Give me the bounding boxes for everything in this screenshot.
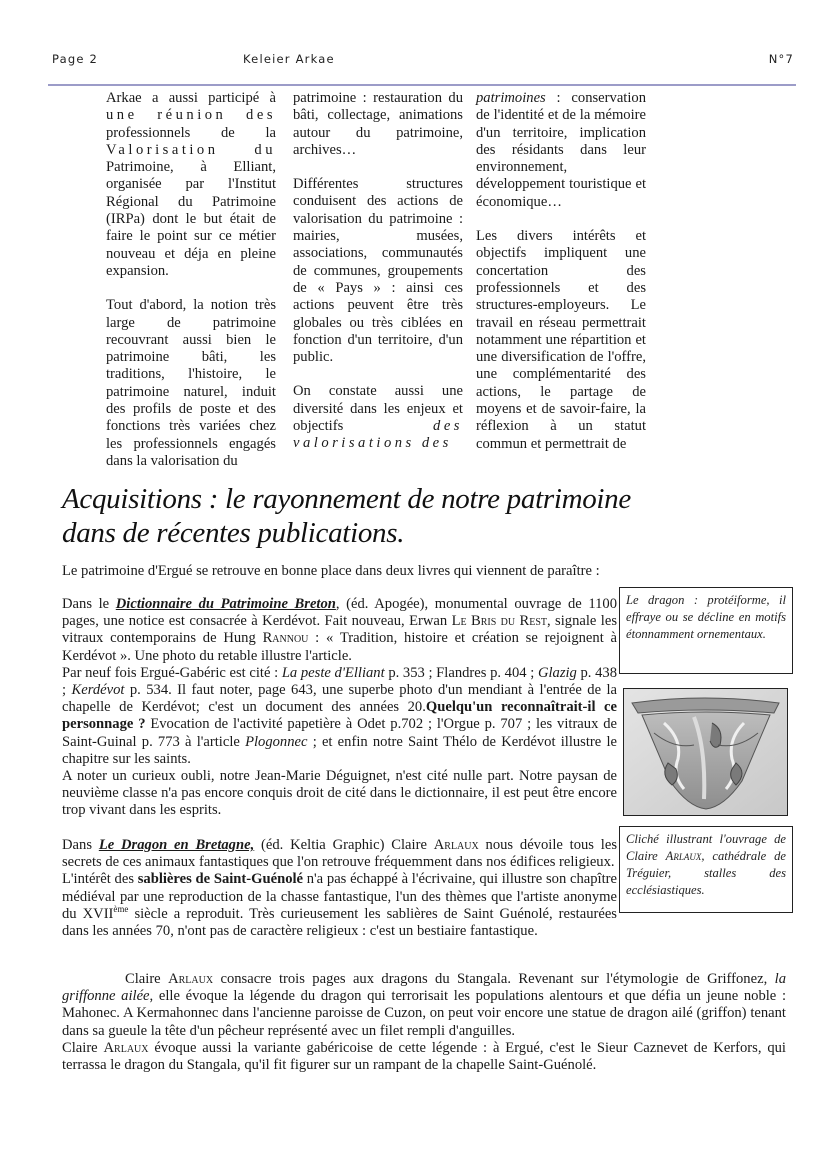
book1-paragraph-3: A noter un curieux oubli, notre Jean-Marie Déguignet, n'est cité nulle part. Notre paysan de neuvième classe n'a pas encore conquis droit de cité dans le dictionnaire, il est peut être encore trop vivant dans les esprits.: [62, 768, 617, 819]
text: Patrimoine, à Elliant, organisée par l'Institut Régional du Patrimoine (IRPa) dont le but était de faire le point sur ce métier nouveau et déja en pleine expansion.: [106, 159, 276, 279]
author-name: Arlaux: [665, 849, 702, 863]
text: consacre trois pages aux dragons du Stangala. Revenant sur l'étymologie de Griffonez,: [213, 971, 775, 987]
book1-paragraph-1: [62, 596, 617, 665]
text: Dans: [62, 837, 99, 853]
italic-text: patrimoines: [476, 90, 546, 106]
italic-text: Glazig: [537, 664, 577, 681]
text: , (éd. Apogée), monumental ouvrage de 1100 pages, une notice est consacrée à Kerdévot. Fait nouveau, Erwan: [62, 596, 617, 630]
text: Dans le: [62, 596, 116, 612]
col3-paragraph-2: Les divers intérêts et objectifs impliquent une concertation des professionnels et des structures-employeurs. Le travail en réseau permettrait notamment une répartition et une diversification de l'offre, une complémentarité des actions, le partage de moyens et de savoir-faire, la réflexion à un statut commun et permettrait de: [476, 228, 646, 452]
text: p. 353 ; Flandres p. 404 ;: [384, 664, 538, 681]
photo-caption-box: [619, 826, 793, 913]
text: professionnels de la: [106, 124, 276, 141]
bold-text: sablières de Saint-Guénolé: [137, 871, 304, 888]
author-name: Arlaux: [433, 837, 479, 853]
col2-paragraph-1: patrimoine : restauration du bâti, collectage, animations autour du patrimoine, archives…: [293, 90, 463, 158]
text: Par neuf fois Ergué-Gabéric est cité :: [62, 664, 282, 681]
bold-question: Quelqu'un reconnaîtrait-il ce personnage ?: [62, 699, 618, 733]
text: , elle évoque la légende du dragon qui terrorisait les populations alentours et que défia un jeune noble : Mahonec. A Kermahonnec dans l'ancienne paroisse de Cuzon, on peut voir encore une statue de dragon ailé (griffon) tenant dans sa gueule la tête d'un pêcheur représenté avec un filet rempli d'anguilles.: [62, 988, 786, 1039]
book2-continued: [62, 971, 786, 1074]
author-name: Le Bris du Rest: [451, 613, 548, 630]
pull-quote-box: Le dragon : protéiforme, il effraye ou se décline en motifs étonnamment ornementaux.: [619, 587, 793, 674]
book2-section: [62, 837, 617, 940]
col1-paragraph-2: Tout d'abord, la notion très large de patrimoine recouvrant aussi bien le patrimoine bâti, les traditions, l'histoire, le patrimoine naturel, induit des profils de poste et des fonctions très variées chez les professionnels engagés dans la valorisation du: [106, 297, 276, 469]
text: Arkae a aussi participé à: [106, 90, 276, 106]
book-title: Dictionnaire du Patrimoine Breton: [115, 596, 336, 612]
text: nous dévoile tous les secrets de ces animaux fantastiques que l'on retrouve fréquemment dans nos édifices religieux.: [62, 837, 618, 871]
column-3: [476, 90, 646, 470]
text: : conservation de l'identité et de la mémoire d'un territoire, implication des résidants dans leur environnement, développement touristique et économique…: [476, 90, 646, 210]
book2-paragraph-2: [62, 871, 617, 940]
col2-paragraph-2: Différentes structures conduisent des actions de valorisation du patrimoine : mairies, musées, associations, communautés de communes, groupements de « Pays » : ainsi ces actions peuvent être très globales ou très ciblées en fonction d'un territoire, d'un public.: [293, 176, 463, 366]
text: Valorisation du: [106, 141, 276, 158]
text: siècle a reproduit. Très curieusement les sablières de Saint Guénolé, restaurées dans les années 70, n'ont pas de caractère religieux : c'est un bestiaire fantastique.: [62, 905, 617, 940]
italic-text: Kerdévot: [71, 682, 125, 699]
text: : « Tradition, histoire et création se rejoignent à Kerdévot ». Une photo du retable illustre l'article.: [62, 630, 617, 664]
text: p. 438 ;: [62, 664, 618, 699]
book1-section: [62, 596, 617, 820]
article-headline: Acquisitions : le rayonnement de notre patrimoine dans de récentes publications.: [62, 483, 631, 549]
text: , signale les vitraux contemporains de Hung: [62, 613, 617, 647]
text: Claire: [125, 971, 169, 987]
book2-paragraph-1: [62, 837, 617, 871]
text: L'intérêt des: [62, 871, 138, 888]
header-rule: [48, 84, 796, 86]
author-name: Arlaux: [103, 1039, 149, 1056]
column-2: [293, 90, 463, 470]
col2-paragraph-3: [293, 383, 463, 452]
text: Claire: [62, 1039, 104, 1056]
italic-text: des valorisations des: [293, 418, 463, 452]
text: , cathédrale de Tréguier, stalles des ecclésiastiques.: [626, 849, 787, 897]
text: Evocation de l'activité papetière à Odet p.702 ; l'Orgue p. 707 ; les vitraux de Saint-Guinal p. 773 à l'article: [62, 716, 617, 750]
text: n'a pas échappé à l'écrivaine, qui illustre son chapître médiéval par une reproduction de la chasse fantastique, l'un des thèmes que l'artiste anonyme du XVII: [62, 871, 617, 922]
text: p. 534. Il faut noter, page 643, une superbe photo d'un mendiant à l'entrée de la chapelle de Kerdévot; c'est un document des années 20.: [62, 682, 617, 716]
artist-name: Rannou: [262, 630, 309, 647]
book2-paragraph-3: [62, 971, 786, 1040]
text: (éd. Keltia Graphic) Claire: [254, 837, 434, 853]
text: ; et enfin notre Saint Thélo de Kerdévot illustre le chapitre sur les saints.: [62, 733, 617, 767]
text: On constate aussi une diversité dans les enjeux et objectifs: [293, 383, 463, 435]
page-number: Page 2: [52, 52, 99, 66]
text: Cliché illustrant l'ouvrage de Claire: [626, 832, 786, 863]
italic-text: La peste d'Elliant: [281, 664, 385, 681]
col1-paragraph-1: [106, 90, 276, 280]
col3-paragraph-1: [476, 90, 646, 211]
page-header: [52, 52, 794, 72]
author-name: Arlaux: [168, 971, 214, 987]
issue-number: N°7: [768, 52, 794, 66]
column-1: [106, 90, 276, 487]
text: évoque aussi la variante gabéricoise de cette légende : à Ergué, c'est le Sieur Caznevet de Kerfors, qui terrassa le dragon du Stangala, qu'il fit figurer sur un rampant de la chapelle Saint-Guénolé.: [62, 1039, 786, 1074]
superscript: ème: [113, 903, 129, 914]
article-intro: Le patrimoine d'Ergué se retrouve en bonne place dans deux livres qui viennent de paraître :: [62, 563, 600, 579]
book2-paragraph-4: [62, 1040, 786, 1074]
carved-dragon-illustration: [624, 689, 787, 815]
italic-text: la griffonne ailée: [62, 971, 786, 1005]
book-title: Le Dragon en Bretagne,: [98, 837, 255, 853]
dragon-carving-photo: [623, 688, 788, 816]
italic-text: Plogonnec: [245, 733, 308, 750]
publication-title: Keleier Arkae: [243, 52, 335, 66]
book1-paragraph-2: [62, 665, 617, 768]
text: une réunion des: [106, 107, 276, 124]
